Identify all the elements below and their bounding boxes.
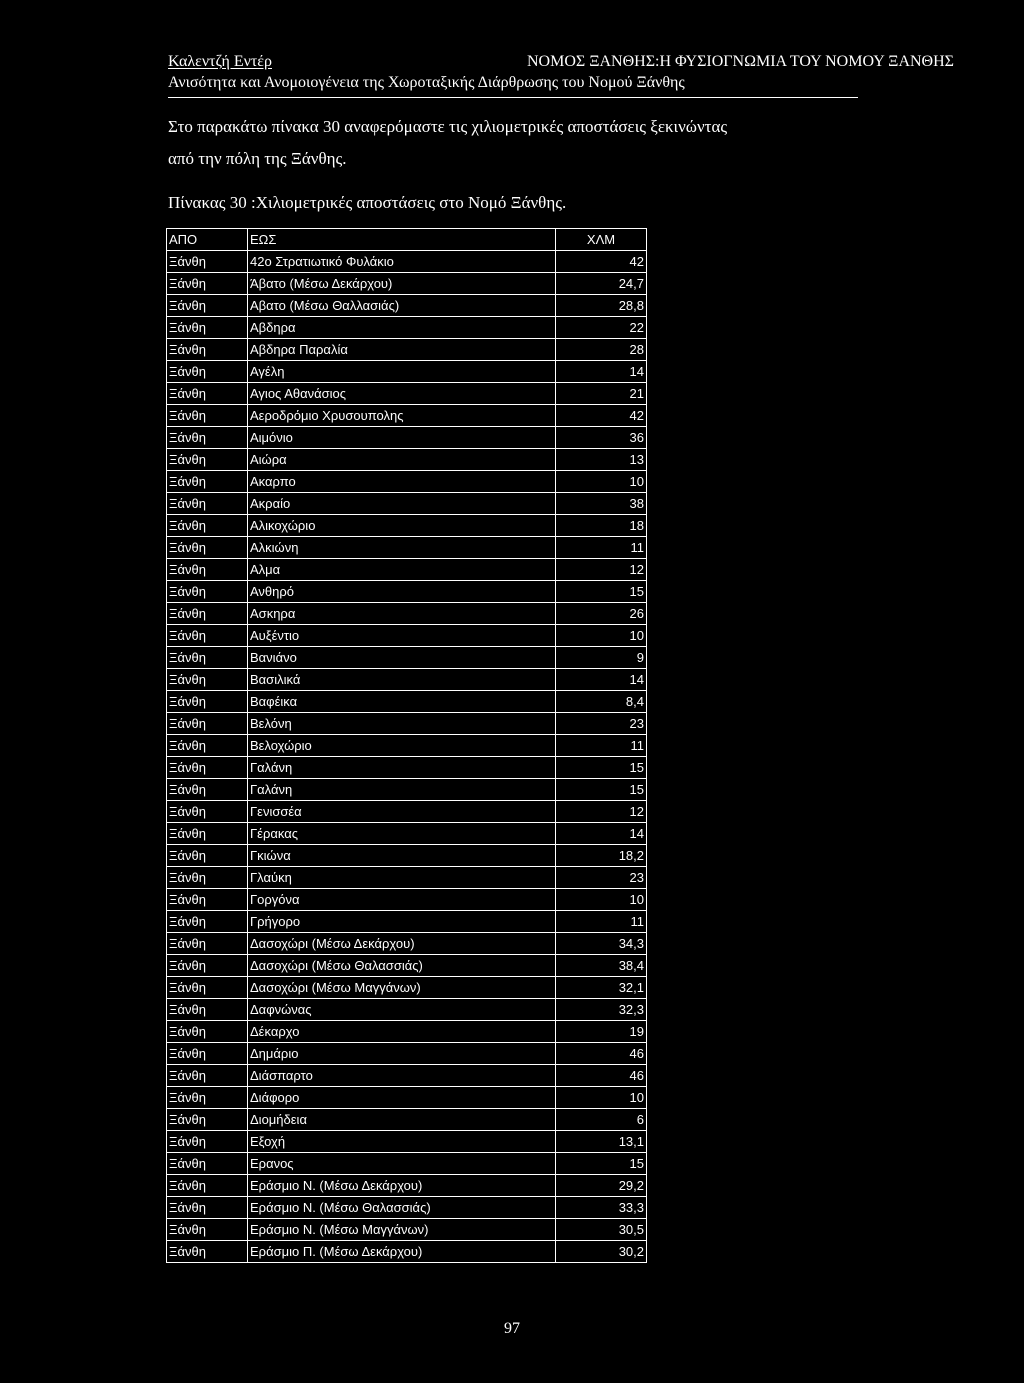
cell-to: Αεροδρόμιο Χρυσουπολης [248,405,556,427]
cell-to: Βελόνη [248,713,556,735]
cell-from: Ξάνθη [167,251,248,273]
cell-from: Ξάνθη [167,933,248,955]
cell-km: 24,7 [556,273,647,295]
table-row [167,515,647,537]
cell-from: Ξάνθη [167,427,248,449]
cell-km: 36 [556,427,647,449]
table-row [167,933,647,955]
table-row [167,493,647,515]
cell-km: 21 [556,383,647,405]
cell-from: Ξάνθη [167,471,248,493]
cell-to: Εράσμιο Ν. (Μέσω Δεκάρχου) [248,1175,556,1197]
cell-from: Ξάνθη [167,1197,248,1219]
table-row [167,537,647,559]
page-number: 97 [504,1320,520,1337]
table-row [167,889,647,911]
cell-to: Αλμα [248,559,556,581]
cell-km: 42 [556,405,647,427]
table-row [167,603,647,625]
intro-line-1: Στο παρακάτω πίνακα 30 αναφερόμαστε τις χιλιομετρικές αποστάσεις ξεκινώντας [168,117,728,136]
table-row [167,691,647,713]
cell-km: 26 [556,603,647,625]
cell-from: Ξάνθη [167,273,248,295]
table-row [167,427,647,449]
distance-table [166,228,647,1263]
cell-km: 10 [556,889,647,911]
cell-km: 12 [556,559,647,581]
cell-from: Ξάνθη [167,317,248,339]
cell-from: Ξάνθη [167,603,248,625]
table-row [167,669,647,691]
cell-to: Αιώρα [248,449,556,471]
table-row [167,757,647,779]
cell-from: Ξάνθη [167,339,248,361]
cell-to: Αβδηρα Παραλία [248,339,556,361]
table-row [167,405,647,427]
cell-to: Διάφορο [248,1087,556,1109]
cell-km: 23 [556,713,647,735]
cell-km: 32,3 [556,999,647,1021]
cell-to: Γοργόνα [248,889,556,911]
cell-from: Ξάνθη [167,779,248,801]
cell-from: Ξάνθη [167,1153,248,1175]
cell-from: Ξάνθη [167,559,248,581]
cell-from: Ξάνθη [167,801,248,823]
table-row [167,1153,647,1175]
cell-from: Ξάνθη [167,1065,248,1087]
header-author: Καλεντζή Εντέρ [168,53,272,70]
table-row [167,361,647,383]
header-divider [168,97,858,98]
cell-km: 11 [556,537,647,559]
cell-to: Δασοχώρι (Μέσω Θαλασσιάς) [248,955,556,977]
table-row [167,1087,647,1109]
table-row [167,1065,647,1087]
cell-from: Ξάνθη [167,537,248,559]
cell-to: Αβατο (Μέσω Θαλλασιάς) [248,295,556,317]
table-row [167,295,647,317]
cell-from: Ξάνθη [167,383,248,405]
cell-from: Ξάνθη [167,1021,248,1043]
cell-km: 6 [556,1109,647,1131]
cell-from: Ξάνθη [167,999,248,1021]
cell-to: Εξοχή [248,1131,556,1153]
cell-km: 13,1 [556,1131,647,1153]
cell-from: Ξάνθη [167,669,248,691]
header-to: ΕΩΣ [248,229,556,251]
cell-km: 46 [556,1065,647,1087]
header-km: ΧΛΜ [556,229,647,251]
table-row [167,1021,647,1043]
table-row [167,1241,647,1263]
table-row [167,713,647,735]
table-row [167,559,647,581]
cell-km: 14 [556,361,647,383]
cell-to: Ανθηρό [248,581,556,603]
table-row [167,647,647,669]
cell-km: 30,2 [556,1241,647,1263]
cell-km: 10 [556,1087,647,1109]
cell-km: 30,5 [556,1219,647,1241]
table-row [167,317,647,339]
table-row [167,977,647,999]
cell-to: Αβδηρα [248,317,556,339]
cell-to: Βανιάνο [248,647,556,669]
cell-to: Βελοχώριο [248,735,556,757]
cell-km: 11 [556,911,647,933]
cell-to: Γλαύκη [248,867,556,889]
cell-from: Ξάνθη [167,1175,248,1197]
cell-from: Ξάνθη [167,955,248,977]
cell-to: Ακαρπο [248,471,556,493]
cell-km: 9 [556,647,647,669]
cell-from: Ξάνθη [167,867,248,889]
cell-km: 28,8 [556,295,647,317]
table-row [167,383,647,405]
cell-km: 11 [556,735,647,757]
cell-from: Ξάνθη [167,823,248,845]
cell-to: Βαφέικα [248,691,556,713]
cell-from: Ξάνθη [167,757,248,779]
cell-from: Ξάνθη [167,889,248,911]
table-row [167,251,647,273]
cell-km: 13 [556,449,647,471]
cell-km: 46 [556,1043,647,1065]
table-row [167,845,647,867]
cell-to: Αγέλη [248,361,556,383]
cell-km: 15 [556,1153,647,1175]
cell-to: Αιμόνιο [248,427,556,449]
cell-from: Ξάνθη [167,1219,248,1241]
cell-to: Δημάριο [248,1043,556,1065]
cell-from: Ξάνθη [167,647,248,669]
cell-km: 10 [556,625,647,647]
cell-to: Εράσμιο Ν. (Μέσω Θαλασσιάς) [248,1197,556,1219]
cell-to: Αλικοχώριο [248,515,556,537]
table-row [167,1219,647,1241]
cell-from: Ξάνθη [167,1241,248,1263]
cell-from: Ξάνθη [167,361,248,383]
table-row [167,1175,647,1197]
cell-to: Διομήδεια [248,1109,556,1131]
cell-km: 14 [556,823,647,845]
cell-to: Διάσπαρτο [248,1065,556,1087]
cell-to: Γαλάνη [248,779,556,801]
cell-km: 14 [556,669,647,691]
cell-km: 15 [556,779,647,801]
cell-to: Γαλάνη [248,757,556,779]
cell-to: Ασκηρα [248,603,556,625]
table-row [167,471,647,493]
cell-from: Ξάνθη [167,515,248,537]
table-body [167,251,647,1263]
cell-km: 38,4 [556,955,647,977]
cell-km: 10 [556,471,647,493]
cell-to: 42ο Στρατιωτικό Φυλάκιο [248,251,556,273]
cell-km: 15 [556,581,647,603]
table-row [167,779,647,801]
table-row [167,1109,647,1131]
cell-to: Γενισσέα [248,801,556,823]
cell-from: Ξάνθη [167,581,248,603]
cell-to: Γέρακας [248,823,556,845]
cell-to: Αυξέντιο [248,625,556,647]
table-row [167,625,647,647]
table-row [167,273,647,295]
cell-from: Ξάνθη [167,1109,248,1131]
cell-to: Γρήγορο [248,911,556,933]
cell-to: Δέκαρχο [248,1021,556,1043]
cell-from: Ξάνθη [167,1087,248,1109]
cell-km: 18,2 [556,845,647,867]
cell-km: 15 [556,757,647,779]
cell-from: Ξάνθη [167,691,248,713]
cell-from: Ξάνθη [167,1043,248,1065]
cell-from: Ξάνθη [167,493,248,515]
table-row [167,1197,647,1219]
cell-to: Γκιώνα [248,845,556,867]
cell-km: 38 [556,493,647,515]
cell-from: Ξάνθη [167,1131,248,1153]
table-row [167,449,647,471]
table-row [167,1131,647,1153]
cell-km: 42 [556,251,647,273]
cell-km: 12 [556,801,647,823]
cell-from: Ξάνθη [167,845,248,867]
cell-km: 22 [556,317,647,339]
table-row [167,823,647,845]
cell-from: Ξάνθη [167,735,248,757]
table-row [167,955,647,977]
header-from: ΑΠΟ [167,229,248,251]
table-row [167,801,647,823]
table-row [167,911,647,933]
cell-km: 32,1 [556,977,647,999]
cell-km: 18 [556,515,647,537]
cell-to: Εράσμιο Ν. (Μέσω Μαγγάνων) [248,1219,556,1241]
table-row [167,735,647,757]
cell-to: Δασοχώρι (Μέσω Δεκάρχου) [248,933,556,955]
cell-km: 8,4 [556,691,647,713]
header-subtitle: Ανισότητα και Ανομοιογένεια της Χωροταξικής Διάρθρωσης του Νομού Ξάνθης [168,74,685,91]
cell-km: 34,3 [556,933,647,955]
cell-to: Ερανος [248,1153,556,1175]
table-header-row [167,229,647,251]
cell-to: Άβατο (Μέσω Δεκάρχου) [248,273,556,295]
cell-km: 23 [556,867,647,889]
cell-to: Δαφνώνας [248,999,556,1021]
cell-from: Ξάνθη [167,405,248,427]
cell-from: Ξάνθη [167,625,248,647]
cell-to: Αγιος Αθανάσιος [248,383,556,405]
table-row [167,867,647,889]
cell-km: 28 [556,339,647,361]
intro-line-2: από την πόλη της Ξάνθης. [168,149,347,168]
table-row [167,339,647,361]
cell-km: 19 [556,1021,647,1043]
table-row [167,1043,647,1065]
cell-from: Ξάνθη [167,449,248,471]
cell-from: Ξάνθη [167,911,248,933]
cell-to: Δασοχώρι (Μέσω Μαγγάνων) [248,977,556,999]
cell-to: Εράσμιο Π. (Μέσω Δεκάρχου) [248,1241,556,1263]
cell-to: Βασιλικά [248,669,556,691]
table-caption: Πίνακας 30 :Χιλιομετρικές αποστάσεις στο Νομό Ξάνθης. [168,193,567,212]
cell-from: Ξάνθη [167,295,248,317]
cell-to: Ακραίο [248,493,556,515]
cell-from: Ξάνθη [167,977,248,999]
header-title: ΝΟΜΟΣ ΞΑΝΘΗΣ:Η ΦΥΣΙΟΓΝΩΜΙΑ ΤΟΥ ΝΟΜΟΥ ΞΑΝΘΗΣ [527,53,954,70]
cell-from: Ξάνθη [167,713,248,735]
cell-to: Αλκιώνη [248,537,556,559]
cell-km: 29,2 [556,1175,647,1197]
table-row [167,581,647,603]
running-header [168,53,954,71]
table-row [167,999,647,1021]
cell-km: 33,3 [556,1197,647,1219]
